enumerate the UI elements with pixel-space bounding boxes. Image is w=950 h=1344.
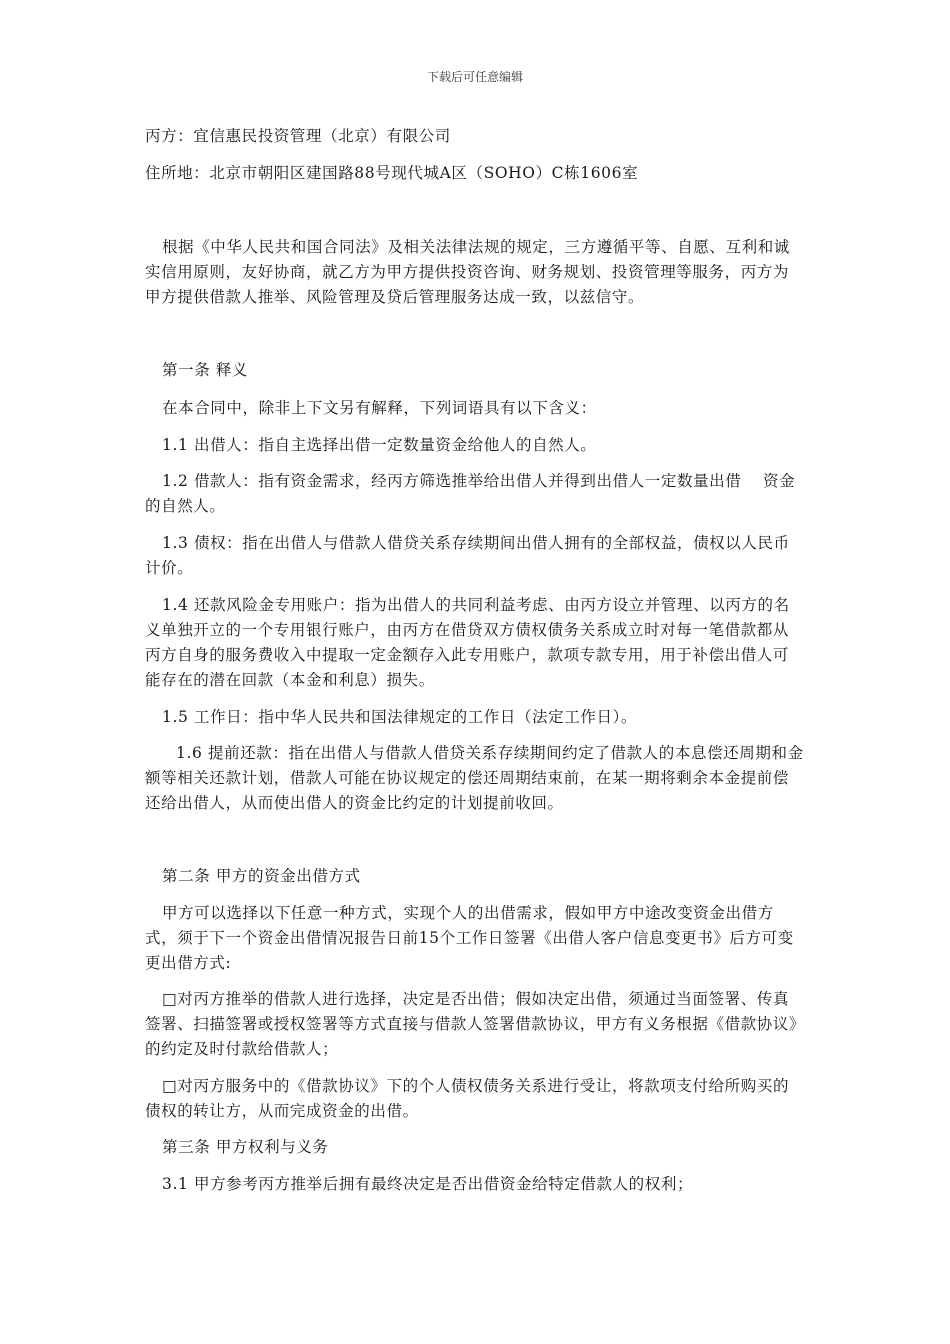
- party-c-line: 丙方：宜信惠民投资管理（北京）有限公司: [145, 127, 451, 145]
- page-header-watermark: 下载后可任意编辑: [426, 70, 523, 84]
- definition-1-5: 1.5 工作日：指中华人民共和国法律规定的工作日（法定工作日）。: [162, 708, 638, 726]
- article-2-title: 第二条 甲方的资金出借方式: [162, 867, 361, 885]
- article-3-title: 第三条 甲方权利与义务: [162, 1138, 329, 1156]
- definition-1-6: 1.6 提前还款：指在出借人与借款人借贷关系存续期间约定了借款人的本息偿还周期和金额等相关还款计划，借款人可能在协议规定的偿还周期结束前，在某一期将剩余本金提前偿还给出借人，从而使出借人的资金比约定的计划提前收回。: [145, 744, 804, 812]
- clause-3-1: 3.1 甲方参考丙方推举后拥有最终决定是否出借资金给特定借款人的权利；: [162, 1175, 694, 1193]
- preamble-paragraph: 根据《中华人民共和国合同法》及相关法律法规的规定，三方遵循平等、自愿、互利和诚实信用原则，友好协商，就乙方为甲方提供投资咨询、财务规划、投资管理等服务，丙方为甲方提供借款人推举、风险管理及贷后管理服务达成一致，以兹信守。: [145, 238, 790, 306]
- article-1-intro: 在本合同中，除非上下文另有解释，下列词语具有以下含义：: [162, 399, 597, 417]
- option-1-paragraph: □对丙方推举的借款人进行选择，决定是否出借；假如决定出借，须通过当面签署、传真签署、扫描签署或授权签署等方式直接与借款人签署借款协议，甲方有义务根据《借款协议》的约定及时付款给借款人；: [145, 990, 798, 1058]
- definition-1-1: 1.1 出借人：指自主选择出借一定数量资金给他人的自然人。: [162, 436, 597, 454]
- definition-1-2: 1.2 借款人：指有资金需求，经丙方筛选推举给出借人并得到出借人一定数量出借 资金的自然人。: [145, 472, 796, 515]
- definition-1-4: 1.4 还款风险金专用账户：指为出借人的共同利益考虑、由丙方设立并管理、以丙方的名义单独开立的一个专用银行账户，由丙方在借贷双方债权债务关系成立时对每一笔借款都从丙方自身的服务费收入中提取一定金额存入此专用账户，款项专款专用，用于补偿出借人可能存在的潜在回款（本金和利息）损失。: [145, 596, 790, 689]
- address-line: 住所地：北京市朝阳区建国路88号现代城A区（SOHO）C栋1606室: [145, 164, 639, 182]
- article-2-intro: 甲方可以选择以下任意一种方式，实现个人的出借需求，假如甲方中途改变资金出借方式，须于下一个资金出借情况报告日前15个工作日签署《出借人客户信息变更书》后方可变更出借方式:: [145, 904, 794, 972]
- article-1-title: 第一条 释义: [162, 361, 249, 379]
- definition-1-3: 1.3 债权：指在出借人与借款人借贷关系存续期间出借人拥有的全部权益，债权以人民币计价。: [145, 534, 790, 577]
- option-2-paragraph: □对丙方服务中的《借款协议》下的个人债权债务关系进行受让，将款项支付给所购买的债权的转让方，从而完成资金的出借。: [145, 1077, 790, 1120]
